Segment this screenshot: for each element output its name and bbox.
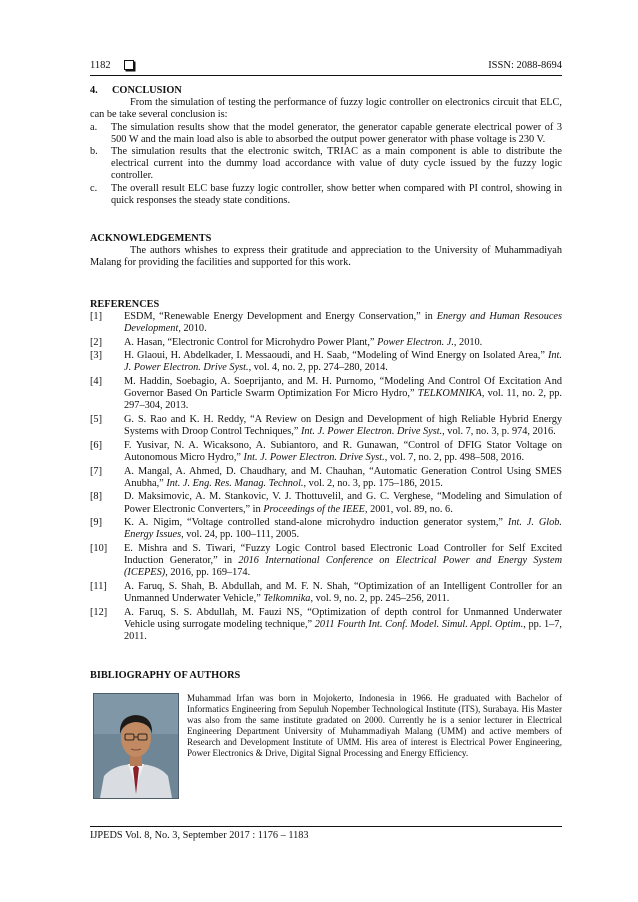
reference-text — [124, 414, 562, 438]
reference-tail: , vol. 9, no. 2, pp. 245–256, 2011. — [310, 593, 450, 605]
conclusion-intro: From the simulation of testing the performance of fuzzy logic controller on electronics circuit that ELC, can be take several conclusion is: — [90, 97, 562, 121]
reference-item — [90, 543, 562, 580]
reference-text — [124, 581, 562, 605]
section-number: 4. — [90, 85, 98, 96]
reference-venue: Int. J. Power Electron. Drive Syst. — [300, 426, 443, 438]
reference-item — [90, 581, 562, 605]
reference-number: [10] — [90, 543, 108, 555]
acknowledgements-heading: ACKNOWLEDGEMENTS — [90, 233, 212, 245]
acknowledgements-text: The authors whishes to express their gratitude and appreciation to the University of Muhammadiyah Malang for providing the facilities and supported for this work. — [90, 245, 562, 269]
reference-text — [124, 311, 562, 335]
reference-body: F. Yusivar, N. A. Wicaksono, A. Subiantoro, and R. Gunawan, “Control of DFIG Stator Voltage on Autonomous Micro Hydro,” — [124, 439, 562, 464]
bibliography-section — [90, 670, 562, 812]
reference-venue: Proceedings of the IEEE — [263, 503, 365, 515]
reference-venue: Int. J. Eng. Res. Manag. Technol. — [166, 477, 304, 489]
reference-venue: Int. J. Power Electron. Drive Syst. — [243, 452, 385, 464]
list-label: a. — [90, 121, 98, 133]
reference-venue: Int. J. Glob. Energy Issues — [124, 517, 563, 541]
reference-number: [7] — [90, 465, 103, 477]
reference-text — [124, 517, 562, 541]
reference-tail: , vol. 7, no. 3, p. 974, 2016. — [442, 426, 556, 438]
reference-tail: , vol. 11, no. 2, pp. 297–304, 2013. — [124, 388, 562, 412]
conclusion-section — [90, 85, 562, 207]
list-text: The simulation results show that the model generator, the generator capable generate electrical power of 3 500 W and the main load also is able to absorbed the output power generator with phase voltage is 230 V. — [111, 121, 562, 145]
author-photo — [93, 693, 179, 799]
reference-number: [4] — [90, 376, 103, 388]
reference-body: M. Haddin, Soebagio, A. Soeprijanto, and M. H. Purnomo, “Modeling And Control Of Excitation And Governor Based On Particle Swarm Optimization For Micro Hydro,” — [124, 376, 562, 400]
acknowledgements-section — [90, 233, 562, 270]
page-number: 1182 — [90, 59, 111, 71]
list-label: b. — [90, 146, 98, 158]
list-item — [90, 122, 562, 146]
reference-number: [8] — [90, 491, 103, 503]
references-section — [90, 299, 562, 644]
reference-item — [90, 414, 562, 438]
bibliography-heading: BIBLIOGRAPHY OF AUTHORS — [90, 670, 241, 682]
reference-number: [2] — [90, 336, 103, 348]
reference-tail: , 2010. — [178, 323, 207, 335]
section-title: CONCLUSION — [112, 85, 182, 96]
reference-list — [90, 311, 562, 644]
author-bio — [90, 693, 562, 813]
reference-body: A. Hasan, “Electronic Control for Microhydro Power Plant,” — [124, 336, 378, 348]
reference-text — [124, 376, 562, 413]
author-portrait-image — [94, 694, 178, 798]
reference-tail: , vol. 2, no. 3, pp. 175–186, 2015. — [303, 477, 443, 489]
reference-text — [124, 543, 562, 580]
reference-tail: , vol. 4, no. 2, pp. 274–280, 2014. — [248, 362, 388, 374]
reference-text — [124, 440, 562, 464]
page-header — [90, 57, 562, 73]
reference-item — [90, 466, 562, 490]
reference-number: [9] — [90, 517, 103, 529]
reference-venue: TELKOMNIKA — [417, 388, 482, 400]
reference-number: [3] — [90, 350, 103, 362]
list-text: The overall result ELC base fuzzy logic controller, show better when compared with PI control, showing in quick responses the steady state conditions. — [111, 182, 562, 206]
reference-text — [124, 491, 562, 515]
reference-body: ESDM, “Renewable Energy Development and Energy Conservation,” in — [124, 310, 437, 322]
section-heading — [90, 85, 562, 97]
reference-venue: Telkomnika — [263, 593, 311, 605]
reference-venue: 2011 Fourth Int. Conf. Model. Simul. Appl. Optim. — [314, 619, 524, 631]
reference-item — [90, 607, 562, 644]
reference-body: A. Faruq, S. S. Abdullah, M. Fauzi NS, “Optimization of depth control for Unmanned Underwater Vehicle using surrogate modeling technique,” — [124, 606, 562, 631]
reference-number: [5] — [90, 414, 103, 426]
reference-item — [90, 350, 562, 374]
reference-venue: Int. J. Power Electron. Drive Syst. — [124, 350, 562, 374]
reference-body: D. Maksimovic, A. M. Stankovic, V. J. Thottuvelil, and G. C. Verghese, “Modeling and Simulation of Power Electronic Converters,” in — [124, 491, 562, 515]
reference-tail: , 2001, vol. 89, no. 6. — [364, 503, 453, 515]
reference-number: [6] — [90, 439, 103, 451]
reference-item — [90, 491, 562, 515]
reference-tail: , vol. 7, no. 2, pp. 498–508, 2016. — [384, 452, 525, 464]
reference-tail: , vol. 24, pp. 100–111, 2005. — [181, 529, 300, 541]
reference-venue: Energy and Human Resouces Development — [124, 310, 562, 335]
reference-body: H. Glaoui, H. Abdelkader, I. Messaoudi, and H. Saab, “Modeling of Wind Energy on Isolated Area,” — [124, 350, 548, 362]
footer-rule — [90, 826, 562, 827]
issn-label: ISSN: 2088-8694 — [488, 59, 562, 71]
reference-body: K. A. Nigim, “Voltage controlled stand-alone microhydro induction generator system,” — [124, 517, 508, 529]
reference-item — [90, 337, 562, 349]
reference-text — [124, 350, 562, 374]
reference-body: A. Mangal, A. Ahmed, D. Chaudhary, and M. Chauhan, “Automatic Generation Control Using SMES Anubha,” — [124, 465, 562, 489]
reference-number: [12] — [90, 606, 108, 618]
page-body — [90, 85, 562, 813]
checkbox-square-icon — [124, 60, 134, 70]
reference-body: A. Faruq, S. Shah, B. Abdullah, and M. F. N. Shah, “Optimization of an Intelligent Controller for an Unmanned Underwater Vehicle,” — [124, 581, 562, 605]
conclusion-list — [90, 122, 562, 207]
reference-tail: , 2010. — [453, 336, 483, 348]
list-label: c. — [90, 182, 98, 194]
page-footer: IJPEDS Vol. 8, No. 3, September 2017 : 1176 – 1183 — [90, 830, 309, 841]
reference-item — [90, 440, 562, 464]
reference-venue: 2016 International Conference on Electrical Power and Energy System (ICEPES) — [124, 555, 562, 579]
references-heading: REFERENCES — [90, 298, 160, 310]
reference-text — [124, 607, 562, 644]
reference-item — [90, 376, 562, 413]
reference-number: [1] — [90, 310, 103, 322]
reference-text — [124, 337, 562, 349]
reference-body: E. Mishra and S. Tiwari, “Fuzzy Logic Control based Electronic Load Controller for Self Excited Induction Generator,” in — [124, 543, 562, 567]
reference-tail: , pp. 1–7, 2011. — [124, 619, 562, 643]
reference-venue: Power Electron. J. — [377, 336, 454, 348]
list-item — [90, 183, 562, 207]
reference-tail: , 2016, pp. 169–174. — [165, 567, 251, 579]
reference-text — [124, 466, 562, 490]
reference-item — [90, 517, 562, 541]
reference-item — [90, 311, 562, 335]
list-item — [90, 146, 562, 183]
header-rule — [90, 75, 562, 76]
reference-body: G. S. Rao and K. H. Reddy, “A Review on Design and Development of high Reliable Hybrid Energy Systems with Droop Control Techniques,” — [124, 414, 562, 438]
author-bio-text: Muhammad Irfan was born in Mojokerto, Indonesia in 1966. He graduated with Bachelor of Informatics Engineering from Sepuluh Nopember Technological Institute (ITS), Surabaya. His Master was also from the same institute gradated on 2000. Currently he is a senior lecturer in Electrical Engineering Department University of Muhammadiyah Malang (UMM) and active members of Research and Development Institute of UMM. His area of interest is Electrical Power Engineering, Power Electronics & Drive, Digital Signal Processing and Energy Efficiency. — [187, 692, 562, 758]
list-text: The simulation results that the electronic switch, TRIAC as a main component is able to distribute the electrical current into the dummy load accordance with value of duty cycle issued by the fuzzy logic controller. — [111, 146, 562, 182]
reference-number: [11] — [90, 581, 107, 593]
